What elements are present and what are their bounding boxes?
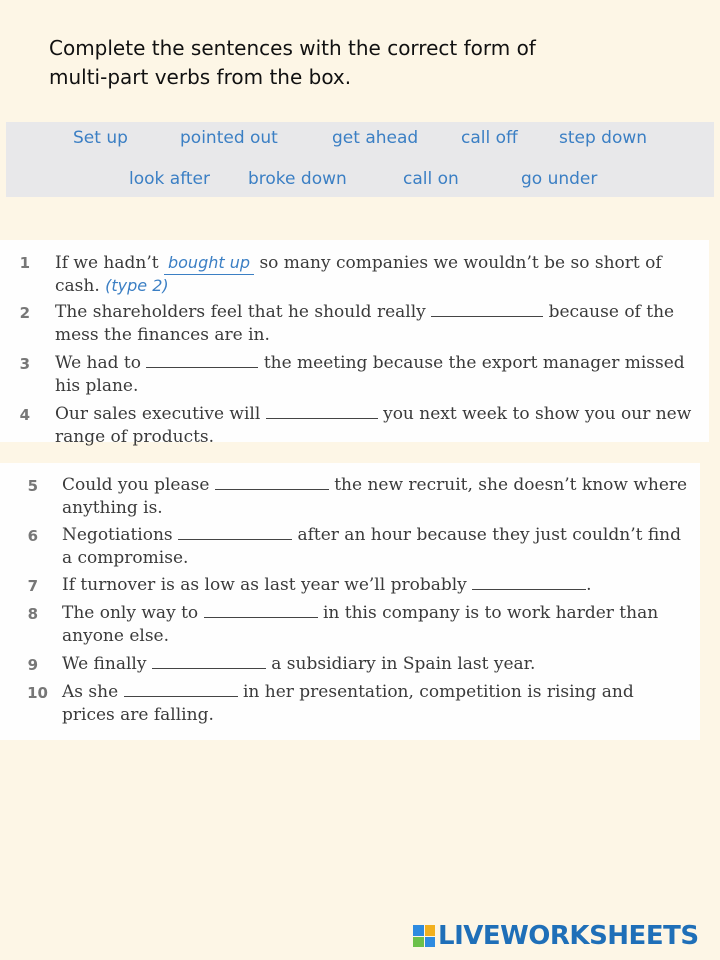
item-text: range of products.: [55, 427, 215, 447]
item-text: a subsidiary in Spain last year.: [271, 654, 536, 674]
item-text: Our sales executive will: [55, 404, 261, 424]
instruction-line-2: multi-part verbs from the box.: [49, 65, 352, 89]
word-box: [6, 122, 714, 197]
instruction-line-1: Complete the sentences with the correct form of: [49, 36, 536, 60]
instruction-title: [49, 34, 689, 92]
item-text: the meeting because the export manager missed: [263, 353, 685, 373]
word-look-after: look after: [129, 169, 210, 189]
item-text: his plane.: [55, 376, 139, 396]
item-text: in her presentation, competition is rising and: [242, 682, 634, 702]
word-call-off: call off: [461, 128, 518, 148]
item-text: The shareholders feel that he should really: [55, 302, 426, 322]
item-number: 6: [27, 527, 38, 545]
item-text: We finally: [62, 654, 147, 674]
answer-blank[interactable]: [204, 602, 318, 618]
item-text: in this company is to work harder than: [322, 603, 659, 623]
answer-blank[interactable]: [431, 301, 543, 317]
item-text: you next week to show you our new: [383, 404, 692, 424]
item-number: 9: [27, 656, 38, 674]
item-text: so many companies we wouldn’t be so short of: [259, 253, 662, 273]
item-text: The only way to: [62, 603, 199, 623]
item-number: 8: [27, 605, 38, 623]
item-text: If turnover is as low as last year we’ll probably: [62, 575, 467, 595]
type-note: (type 2): [105, 276, 169, 295]
item-text: anyone else.: [62, 626, 170, 646]
word-broke-down: broke down: [248, 169, 347, 189]
item-text: Negotiations: [62, 525, 173, 545]
answer-blank[interactable]: [146, 352, 258, 368]
logo-text: LIVEWORKSHEETS: [438, 921, 699, 951]
liveworksheets-logo: [413, 920, 699, 952]
exercise-page-1: [0, 240, 709, 447]
answer-blank[interactable]: [472, 574, 586, 590]
answer-filled[interactable]: bought up: [164, 251, 254, 275]
word-pointed-out: pointed out: [180, 128, 278, 148]
word-step-down: step down: [559, 128, 648, 148]
item-number: 4: [19, 406, 30, 424]
item-text: anything is.: [62, 498, 163, 518]
answer-blank[interactable]: [124, 681, 238, 697]
item-number: 1: [19, 254, 30, 272]
item-text: the new recruit, she doesn’t know where: [334, 475, 688, 495]
item-number: 10: [27, 684, 48, 702]
item-text: If we hadn’t: [55, 253, 159, 273]
item-text: prices are falling.: [62, 705, 214, 725]
word-call-on: call on: [403, 169, 459, 189]
item-text: because of the: [548, 302, 675, 322]
answer-blank[interactable]: [152, 653, 266, 669]
item-text: mess the finances are in.: [55, 325, 270, 345]
word-set-up: Set up: [73, 128, 128, 148]
item-text: cash.: [55, 276, 100, 296]
answer-blank[interactable]: [215, 474, 329, 490]
item-text: We had to: [55, 353, 141, 373]
word-get-ahead: get ahead: [332, 128, 419, 148]
item-number: 5: [27, 477, 38, 495]
item-text: Could you please: [62, 475, 210, 495]
answer-blank[interactable]: [266, 403, 378, 419]
word-go-under: go under: [521, 169, 598, 189]
item-text: .: [586, 575, 592, 595]
item-number: 2: [19, 304, 30, 322]
item-text: after an hour because they just couldn’t find: [297, 525, 681, 545]
item-text: a compromise.: [62, 548, 189, 568]
item-number: 7: [27, 577, 38, 595]
item-text: As she: [62, 682, 119, 702]
exercise-page-2: [0, 463, 700, 740]
liveworksheets-logo-icon: [413, 925, 435, 947]
answer-blank[interactable]: [178, 524, 292, 540]
item-number: 3: [19, 355, 30, 373]
